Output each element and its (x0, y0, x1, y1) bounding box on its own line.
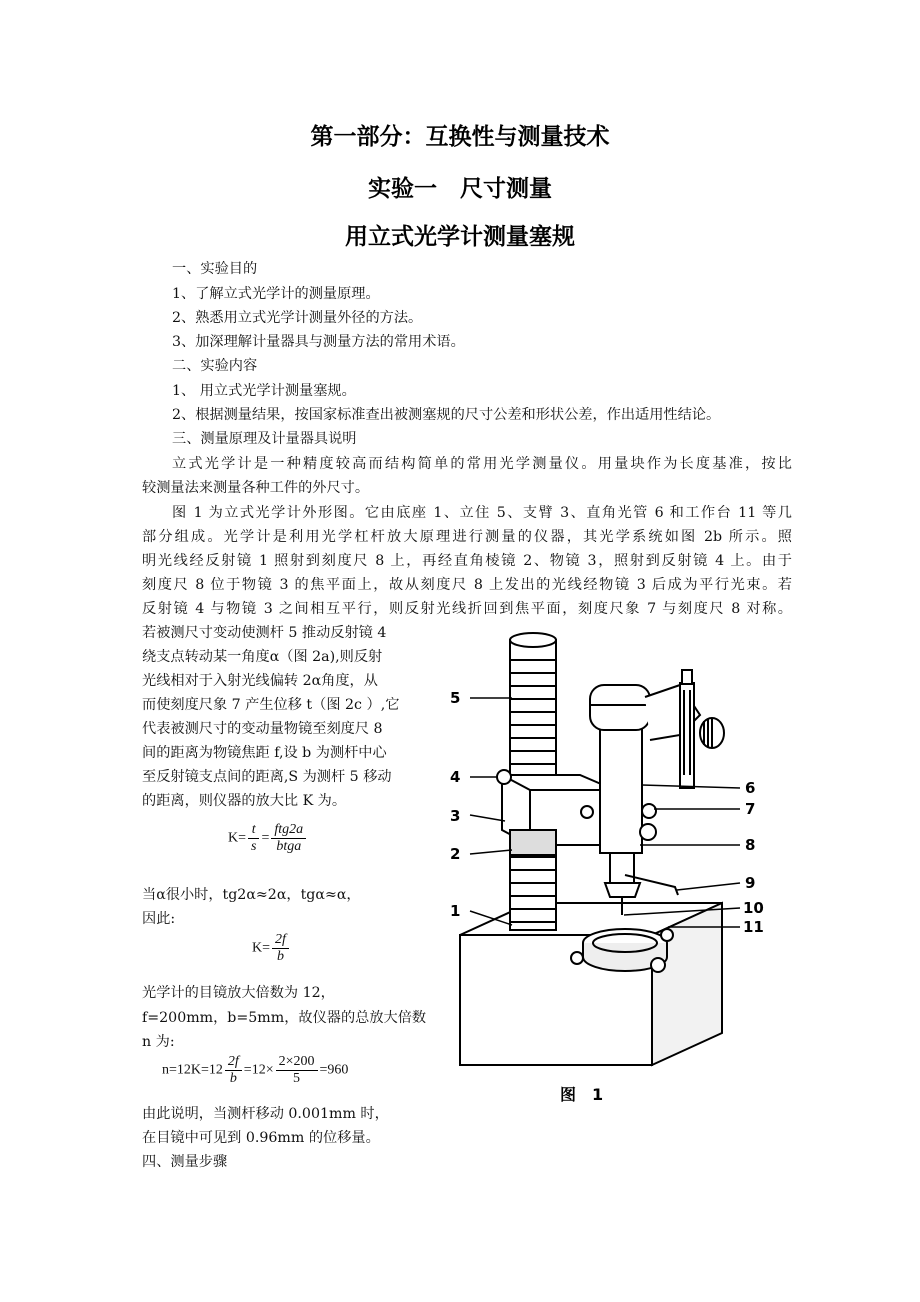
subject-title: 用立式光学计测量塞规 (345, 224, 575, 250)
formula-text: K= (228, 830, 247, 846)
paragraph-line: 刻度尺 8 位于物镜 3 的焦平面上，故从刻度尺 8 上发出的光线经物镜 3 后成为平行光束。若 (142, 577, 792, 593)
formula-k2 (252, 932, 291, 965)
paragraph-line: 1、了解立式光学计的测量原理。 (172, 286, 380, 302)
formula-num: ftg2a (271, 822, 306, 839)
part-title: 第一部分：互换性与测量技术 (310, 124, 610, 150)
section-heading: 四、测量步骤 (142, 1154, 228, 1170)
paragraph-line: 明光线经反射镜 1 照射到刻度尺 8 上，再经直角棱镜 2、物镜 3，照射到反射镜 4 上。由于 (142, 553, 792, 569)
figure-label: 8 (745, 836, 756, 854)
paragraph-line: 在目镜中可见到 0.96mm 的位移量。 (142, 1130, 380, 1146)
formula-text: n=12K=12 (162, 1062, 223, 1078)
paragraph-line: 代表被测尺寸的变动量物镜至刻度尺 8 (142, 721, 383, 737)
paragraph-line: f=200mm，b=5mm，故仪器的总放大倍数 (142, 1010, 427, 1026)
figure-label: 7 (745, 800, 756, 818)
figure-label: 11 (743, 918, 764, 936)
figure-label: 5 (450, 689, 461, 707)
paragraph-line: 1、 用立式光学计测量塞规。 (172, 383, 356, 399)
formula-num: 2f (225, 1054, 242, 1071)
paragraph-line: 由此说明，当测杆移动 0.001mm 时， (142, 1106, 389, 1122)
figure-label: 6 (745, 779, 756, 797)
formula-k1 (228, 822, 308, 855)
optical-comparator-figure (440, 625, 780, 1105)
paragraph-line: 较测量法来测量各种工件的外尺寸。 (142, 480, 370, 496)
formula-den: btga (276, 839, 302, 854)
formula-text: K= (252, 940, 271, 956)
paragraph-line: 当α很小时，tg2α≈2α，tgα≈α， (142, 887, 361, 903)
paragraph-line: 而使刻度尺象 7 产生位移 t（图 2c ）,它 (142, 697, 400, 713)
paragraph-line: 2、根据测量结果，按国家标准查出被测塞规的尺寸公差和形状公差，作出适用性结论。 (172, 407, 721, 423)
section-heading: 二、实验内容 (172, 358, 258, 374)
paragraph-line: 至反射镜支点间的距离,S 为测杆 5 移动 (142, 769, 392, 785)
formula-n (162, 1054, 348, 1087)
figure-label: 4 (450, 768, 461, 786)
paragraph-line: n 为: (142, 1034, 175, 1050)
paragraph-line: 光线相对于入射光线偏转 2α角度，从 (142, 673, 378, 689)
section-heading: 一、实验目的 (172, 261, 258, 277)
paragraph-line: 光学计的目镜放大倍数为 12， (142, 985, 335, 1001)
formula-num: 2f (272, 932, 289, 949)
paragraph-line: 立式光学计是一种精度较高而结构简单的常用光学测量仪。用量块作为长度基准，按比 (172, 456, 792, 472)
formula-den: b (276, 949, 284, 964)
paragraph-line: 部分组成。光学计是利用光学杠杆放大原理进行测量的仪器，其光学系统如图 2b 所示。照 (142, 529, 792, 545)
formula-den: 5 (293, 1071, 301, 1086)
paragraph-line: 间的距离为物镜焦距 f,设 b 为测杆中心 (142, 745, 387, 761)
formula-den: s (251, 839, 257, 854)
figure-label: 10 (743, 899, 764, 917)
paragraph-line: 若被测尺寸变动使测杆 5 推动反射镜 4 (142, 625, 387, 641)
figure-label: 9 (745, 874, 756, 892)
figure-label: 3 (450, 807, 461, 825)
paragraph-line: 反射镜 4 与物镜 3 之间相互平行，则反射光线折回到焦平面，刻度尺象 7 与刻度尺 8 对称。 (142, 601, 792, 617)
section-heading: 三、测量原理及计量器具说明 (172, 431, 357, 447)
formula-text: =960 (319, 1062, 349, 1078)
figure-caption: 图 1 (560, 1085, 604, 1104)
paragraph-line: 因此: (142, 911, 176, 927)
paragraph-line: 图 1 为立式光学计外形图。它由底座 1、立住 5、支臂 3、直角光管 6 和工作台 11 等几 (172, 505, 792, 521)
figure-label: 2 (450, 845, 461, 863)
figure-label: 1 (450, 902, 461, 920)
formula-text: = (261, 830, 270, 846)
formula-num: 2×200 (276, 1054, 318, 1071)
paragraph-line: 绕支点转动某一角度α（图 2a),则反射 (142, 649, 383, 665)
formula-num: t (248, 822, 259, 839)
formula-den: b (229, 1071, 237, 1086)
paragraph-line: 3、加深理解计量器具与测量方法的常用术语。 (172, 334, 465, 350)
paragraph-line: 2、熟悉用立式光学计测量外径的方法。 (172, 310, 423, 326)
formula-text: =12× (243, 1062, 274, 1078)
paragraph-line: 的距离，则仪器的放大比 K 为。 (142, 793, 347, 809)
experiment-title: 实验一 尺寸测量 (368, 176, 552, 202)
